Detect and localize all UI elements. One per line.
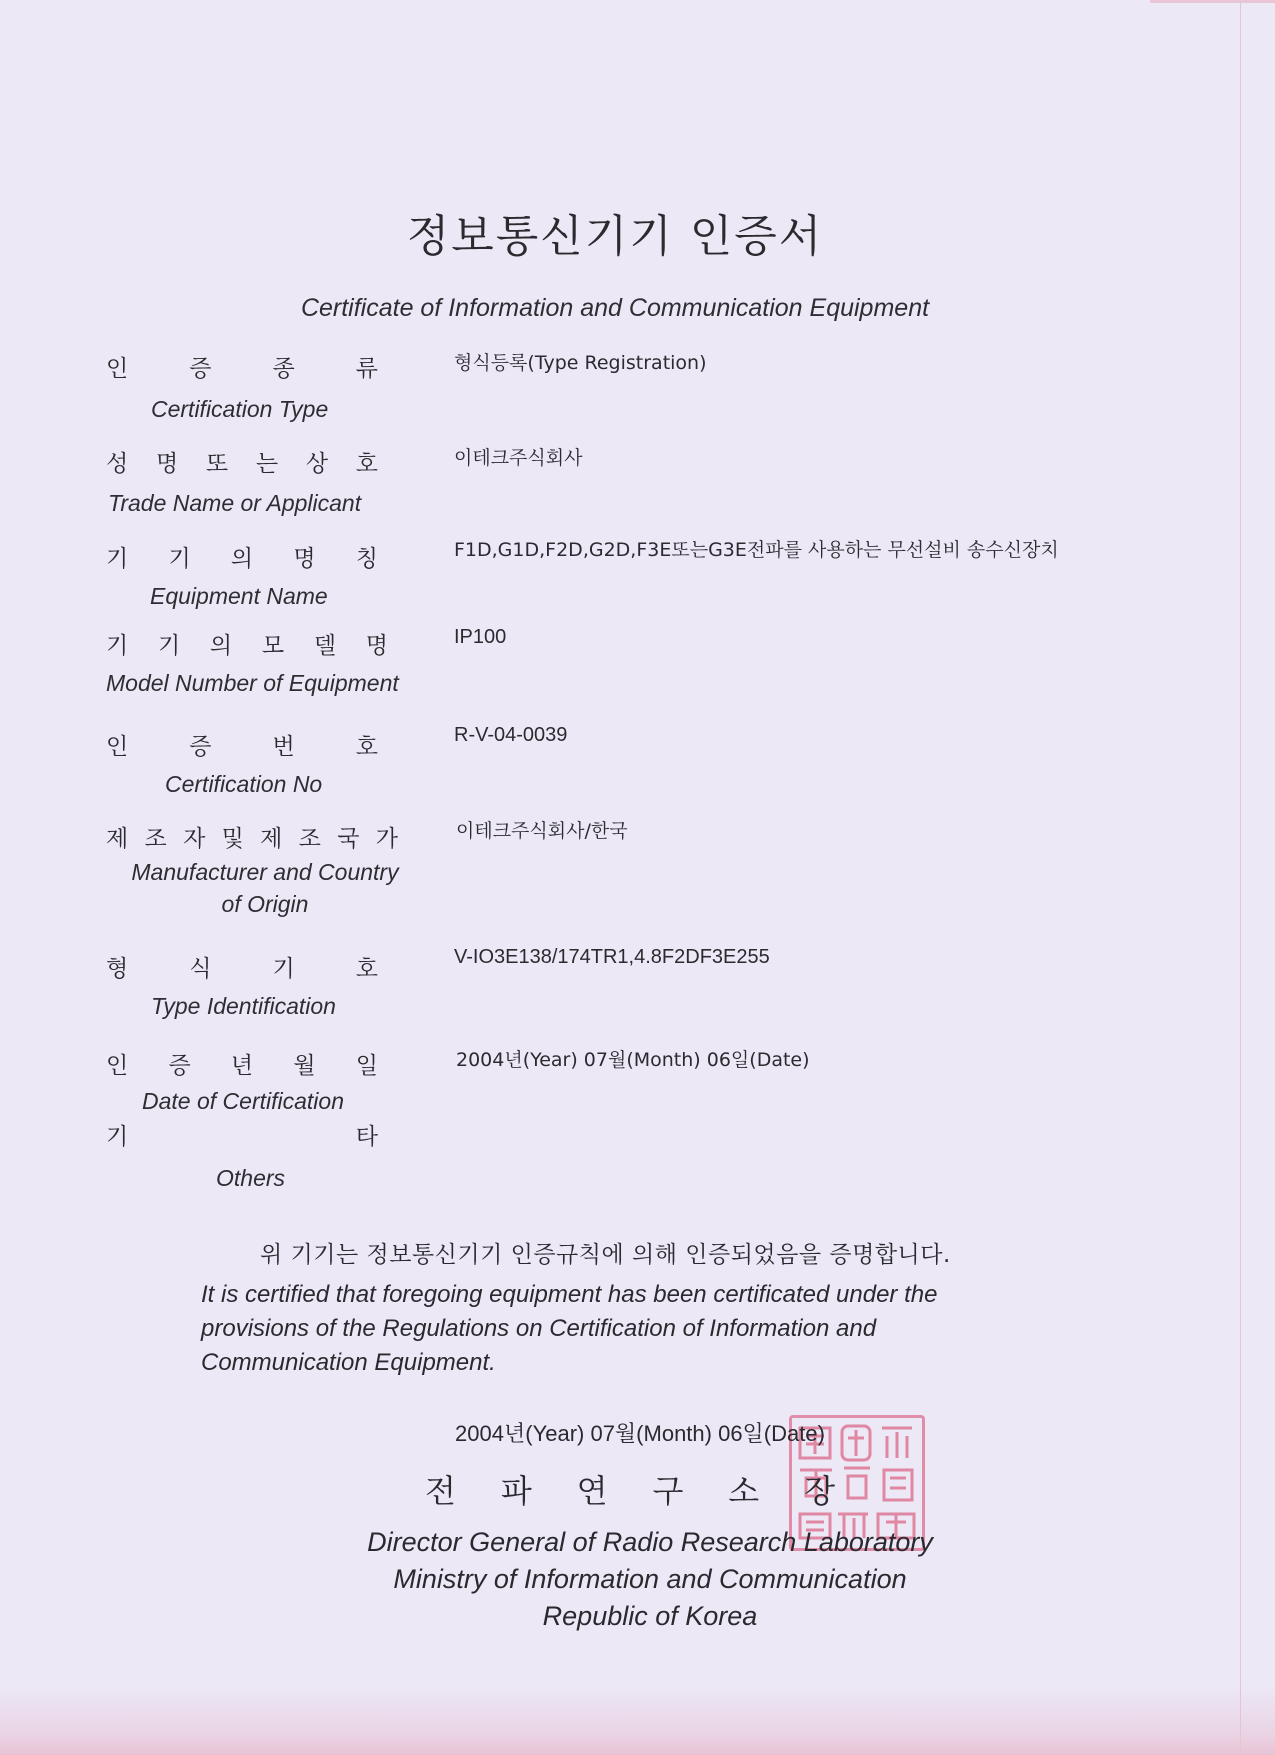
field-label-en-certification-no: Certification No: [165, 771, 323, 797]
field-value-equipment-name: F1D,G1D,F2D,G2D,F3E또는G3E전파를 사용하는 무선설비 송수신장치: [454, 539, 1059, 561]
certificate-title-ko: 정보통신기기 인증서: [406, 211, 824, 262]
field-label-ko-trade-name: 성 명 또 는 상 호: [106, 451, 378, 477]
field-value-model-number: IP100: [454, 626, 507, 648]
field-label-ko-others: 기 타: [106, 1124, 378, 1150]
field-label-en-manufacturer-line2: of Origin: [221, 891, 309, 917]
field-label-ko-certification-no: 인 증 번 호: [106, 734, 378, 760]
field-label-ko-certification-type: 인 증 종 류: [106, 356, 378, 382]
field-value-certification-type: 형식등록(Type Registration): [454, 352, 707, 374]
field-label-en-trade-name: Trade Name or Applicant: [108, 490, 362, 516]
page-top-band: [1150, 0, 1275, 3]
certificate-title-en: Certificate of Information and Communication Equipment: [300, 294, 930, 322]
field-label-en-certification-type: Certification Type: [151, 396, 329, 422]
field-label-ko-equipment-name: 기 기 의 명 칭: [106, 546, 378, 572]
field-label-en-others: Others: [216, 1165, 286, 1191]
field-label-en-type-identification: Type Identification: [151, 993, 336, 1019]
field-label-ko-type-identification: 형 식 기 호: [106, 956, 378, 982]
field-value-date-of-certification: 2004년(Year) 07월(Month) 06일(Date): [456, 1049, 810, 1071]
signature-ministry: Ministry of Information and Communication: [393, 1564, 907, 1594]
field-label-en-model-number: Model Number of Equipment: [106, 670, 399, 696]
field-value-certification-no: R-V-04-0039: [454, 724, 568, 746]
page-bottom-band: [0, 1685, 1275, 1755]
field-label-en-date-of-certification: Date of Certification: [142, 1088, 344, 1114]
field-value-manufacturer: 이테크주식회사/한국: [456, 820, 628, 842]
field-label-ko-date-of-certification: 인 증 년 월 일: [106, 1053, 378, 1079]
field-label-ko-manufacturer: 제 조 자 및 제 조 국 가: [106, 826, 398, 852]
field-value-type-identification: V-IO3E138/174TR1,4.8F2DF3E255: [454, 946, 770, 968]
field-value-trade-name: 이테크주식회사: [454, 447, 583, 469]
certification-statement-en: It is certified that foregoing equipment has been certificated under the provisions of the Regulations on Certification of Information and Communication Equipment.: [201, 1281, 938, 1376]
signature-date: 2004년(Year) 07월(Month) 06일(Date): [455, 1421, 825, 1446]
certification-statement-ko: 위 기기는 정보통신기기 인증규칙에 의해 인증되었음을 증명합니다.: [260, 1242, 951, 1268]
field-label-en-equipment-name: Equipment Name: [150, 583, 328, 609]
page-edge-line: [1240, 0, 1241, 1755]
field-label-ko-model-number: 기 기 의 모 델 명: [106, 633, 388, 659]
signature-title-ko: 전 파 연 구 소 장: [425, 1472, 835, 1510]
signature-country: Republic of Korea: [542, 1601, 758, 1631]
field-label-en-manufacturer-line1: Manufacturer and Country: [131, 859, 399, 885]
signature-title-en: Director General of Radio Research Laboratory: [367, 1527, 933, 1557]
